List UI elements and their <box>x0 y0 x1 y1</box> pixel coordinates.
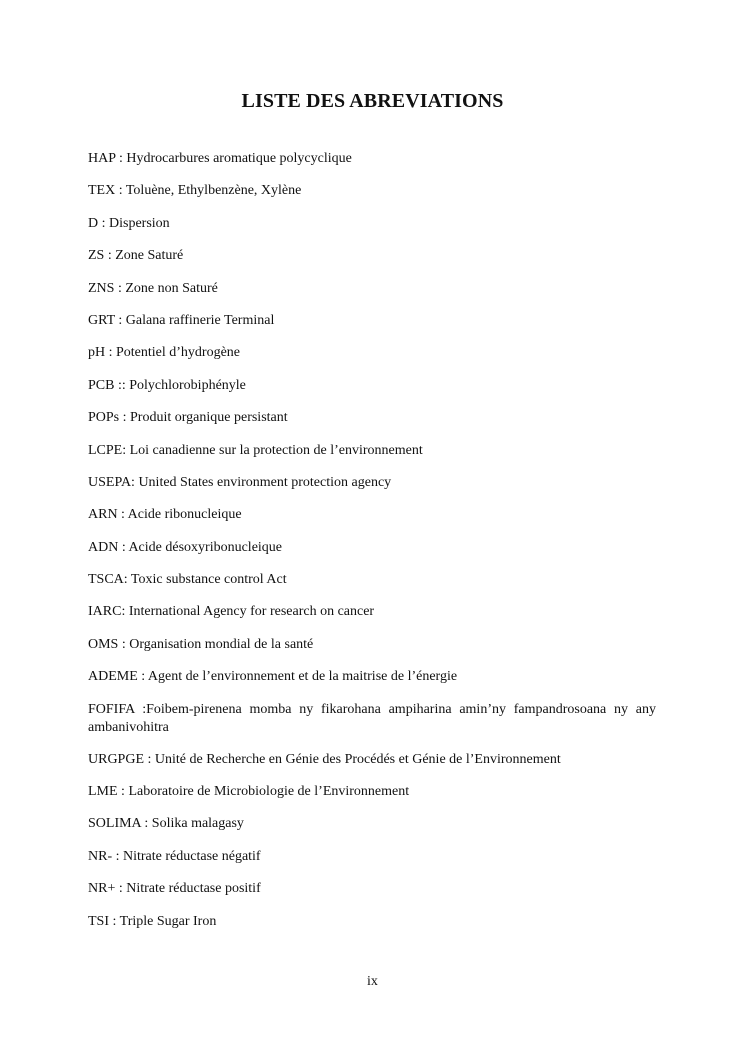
list-item: NR+ : Nitrate réductase positif <box>88 881 261 897</box>
list-item: USEPA: United States environment protection agency <box>88 474 392 490</box>
list-item: URGPGE : Unité de Recherche en Génie des Procédés et Génie de l’Environnement <box>88 751 561 767</box>
list-item: LCPE: Loi canadienne sur la protection de l’environnement <box>88 442 423 458</box>
list-item: pH : Potentiel d’hydrogène <box>88 345 241 361</box>
list-item: IARC: International Agency for research on cancer <box>88 604 375 620</box>
abbreviation-list <box>88 150 656 945</box>
list-item: D : Dispersion <box>88 215 170 231</box>
list-item: POPs : Produit organique persistant <box>88 410 288 426</box>
list-item: SOLIMA : Solika malagasy <box>88 816 244 832</box>
list-item: ARN : Acide ribonucleique <box>88 507 242 523</box>
list-item: TSI : Triple Sugar Iron <box>88 913 217 929</box>
list-item: HAP : Hydrocarbures aromatique polycyclique <box>88 151 352 166</box>
page-number: ix <box>367 974 378 989</box>
page-title: LISTE DES ABREVIATIONS <box>241 90 504 112</box>
list-item: FOFIFA :Foibem-pirenena momba ny fikarohana ampiharina amin’ny fampandrosoana ny any ambanivohitra <box>88 701 656 735</box>
list-item: ADEME : Agent de l’environnement et de la maitrise de l’énergie <box>88 669 458 685</box>
list-item: TSCA: Toxic substance control Act <box>88 572 287 588</box>
list-item: PCB :: Polychlorobiphényle <box>88 377 246 393</box>
list-item: ZNS : Zone non Saturé <box>88 280 218 296</box>
list-item: GRT : Galana raffinerie Terminal <box>88 312 275 328</box>
list-item: NR- : Nitrate réductase négatif <box>88 848 261 864</box>
list-item: OMS : Organisation mondial de la santé <box>88 636 314 652</box>
list-item: TEX : Toluène, Ethylbenzène, Xylène <box>88 183 302 199</box>
list-item: LME : Laboratoire de Microbiologie de l’Environnement <box>88 784 410 800</box>
list-item: ZS : Zone Saturé <box>88 248 184 264</box>
list-item: ADN : Acide désoxyribonucleique <box>88 539 283 555</box>
